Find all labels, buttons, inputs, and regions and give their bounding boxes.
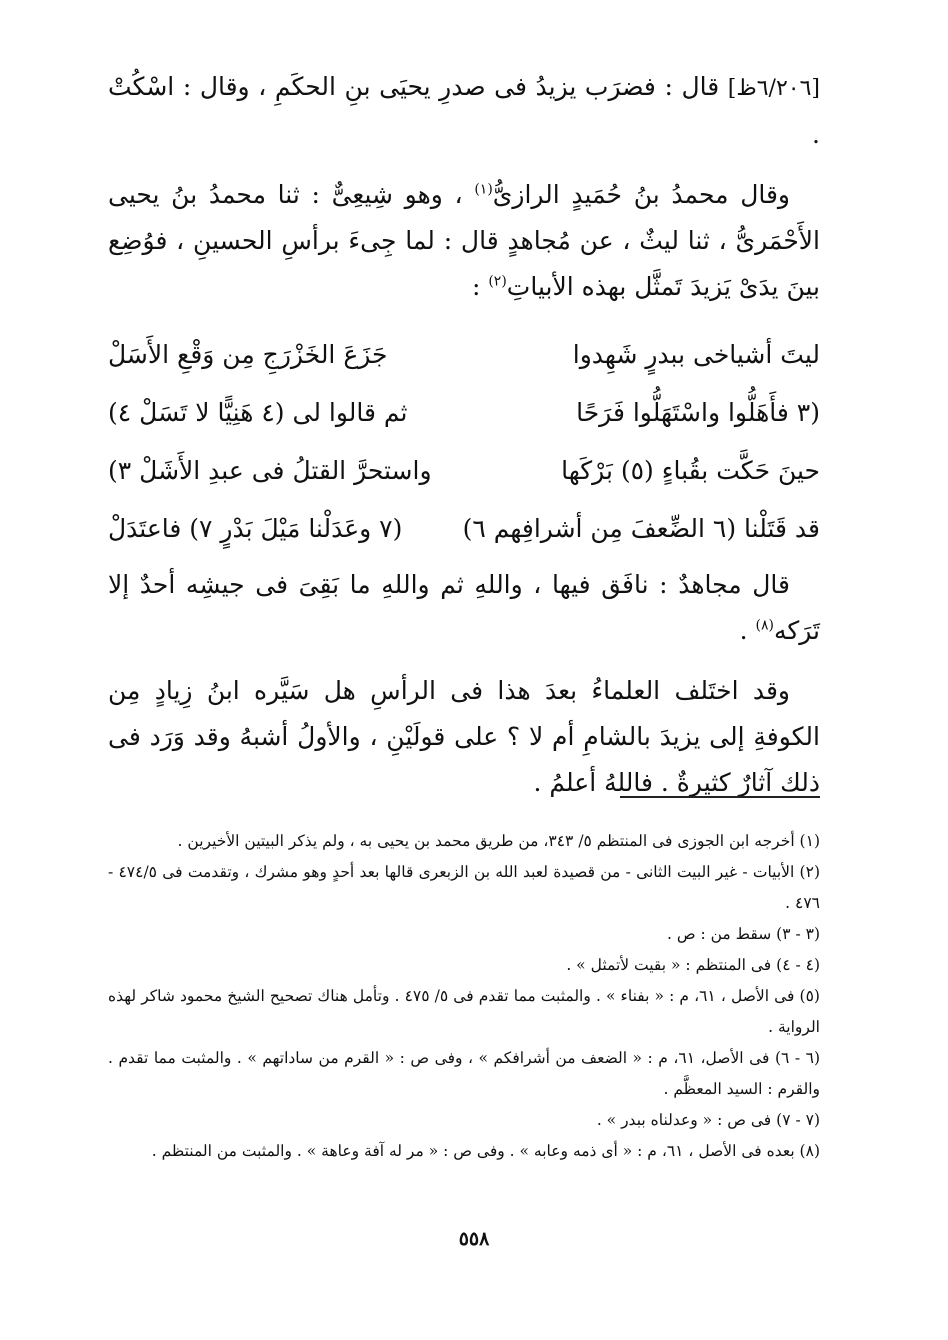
footnote-separator bbox=[620, 796, 820, 798]
paragraph-1 bbox=[108, 64, 820, 158]
footnotes bbox=[108, 826, 820, 1167]
poem-hemistich-second: جَزَعَ الخَزْرَجِ مِن وَقْعِ الأَسَلْ bbox=[108, 340, 388, 369]
footnote-ref-8: (٨) bbox=[755, 617, 774, 634]
manuscript-folio-marker: [٦/٢٠٦ظ] bbox=[727, 76, 820, 101]
poem-hemistich-second: واستحرَّ القتلُ فى عبدِ الأَشَلْ ٣) bbox=[108, 456, 432, 485]
footnote-ref-1: (١) bbox=[474, 181, 493, 198]
footnote: (٦ - ٦) فى الأصل، ٦١، م : « الضعف من أشرافكم » ، وفى ص : « القرم من ساداتهم » . والمثبت مما تقدم . والقرم : السيد المعظَّم . bbox=[108, 1049, 820, 1098]
paragraph-3-end: . bbox=[739, 616, 748, 645]
paragraph-2-text-a: وقال محمدُ بنُ حُمَيدٍ الرازىُّ bbox=[492, 180, 790, 209]
poem-hemistich-second: ثم قالوا لى (٤ هَنِيًّا لا تَسَلْ ٤) bbox=[108, 398, 408, 427]
footnote: (٥) فى الأصل ، ٦١، م : « بفناء » . والمثبت مما تقدم فى ٥/ ٤٧٥ . وتأمل هناك تصحيح الشيخ محمود شاكر لهذه الرواية . bbox=[108, 987, 820, 1036]
poem-verse bbox=[108, 442, 820, 500]
footnote: (١) أخرجه ابن الجوزى فى المنتظم ٥/ ٣٤٣، من طريق محمد بن يحيى به ، ولم يذكر البيتين الأخيرين . bbox=[177, 832, 820, 850]
main-text bbox=[108, 64, 820, 806]
paragraph-4 bbox=[108, 668, 820, 806]
poem-hemistich-first: حينَ حَكَّت بقُباءٍ (٥) بَرْكَها bbox=[561, 456, 820, 485]
poem bbox=[108, 326, 820, 558]
poem-verse bbox=[108, 326, 820, 384]
footnote: (٢) الأبيات - غير البيت الثانى - من قصيدة لعبد الله بن الزبعرى قالها بعد أحدٍ وهو مشرك ، وتقدمت فى ٤٧٤/٥ - ٤٧٦ . bbox=[108, 863, 820, 912]
poem-hemistich-second: (٧ وعَدَلْنا مَيْلَ بَدْرٍ ٧) فاعتَدَلْ bbox=[108, 514, 403, 543]
paragraph-2 bbox=[108, 172, 820, 310]
paragraph-2-text-c: : bbox=[471, 272, 481, 301]
footnote: (٧ - ٧) فى ص : « وعدلناه ببدر » . bbox=[596, 1111, 820, 1129]
footnote-ref-2: (٢) bbox=[488, 273, 507, 290]
footnote: (٤ - ٤) فى المنتظم : « بقيت لأتمثل » . bbox=[566, 956, 820, 974]
poem-hemistich-first: ليتَ أشياخى ببدرٍ شَهِدوا bbox=[572, 340, 820, 369]
poem-hemistich-first: (٣ فأَهَلُّوا واسْتَهَلُّوا فَرَحًا bbox=[576, 398, 820, 427]
paragraph-1-text: قال : فضرَب يزيدُ فى صدرِ يحيَى بنِ الحكَمِ ، وقال : اسْكُتْ . bbox=[108, 72, 820, 149]
footnote: (٣ - ٣) سقط من : ص . bbox=[666, 925, 820, 943]
footnote: (٨) بعده فى الأصل ، ٦١، م : « أى ذمه وعابه » . وفى ص : « مر له آفة وعاهة » . والمثبت من المنتظم . bbox=[151, 1142, 820, 1160]
paragraph-4-text: وقد اختَلف العلماءُ بعدَ هذا فى الرأسِ هل سَيَّره ابنُ زِيادٍ مِن الكوفةِ إلى يزيدَ بالشامِ أم لا ؟ على قولَيْنِ ، والأولُ أشبهُ وقد وَرَد فى ذلك آثارٌ كثيرةٌ . فاللهُ أعلمُ . bbox=[108, 676, 820, 797]
poem-verse bbox=[108, 500, 820, 558]
paragraph-3-text: قال مجاهدٌ : نافَق فيها ، واللهِ ثم واللهِ ما بَقِىَ فى جيشِه أحدٌ إلا تَرَكه bbox=[108, 570, 820, 645]
paragraph-2-text-b: ، وهو شِيعِىٌّ : ثنا محمدُ بنُ يحيى الأَحْمَرىُّ ، ثنا ليثٌ ، عن مُجاهدٍ قال : لما جِىءَ برأسِ الحسينِ ، فوُضِع بينَ يدَىْ يَزيدَ تَمثَّل بهذه الأبياتِ bbox=[108, 180, 820, 301]
page-number: ٥٥٨ bbox=[458, 1228, 490, 1250]
poem-verse bbox=[108, 384, 820, 442]
poem-hemistich-first: قد قَتَلْنا (٦ الضِّعفَ مِن أشرافِهم ٦) bbox=[462, 514, 820, 543]
paragraph-3 bbox=[108, 562, 820, 654]
